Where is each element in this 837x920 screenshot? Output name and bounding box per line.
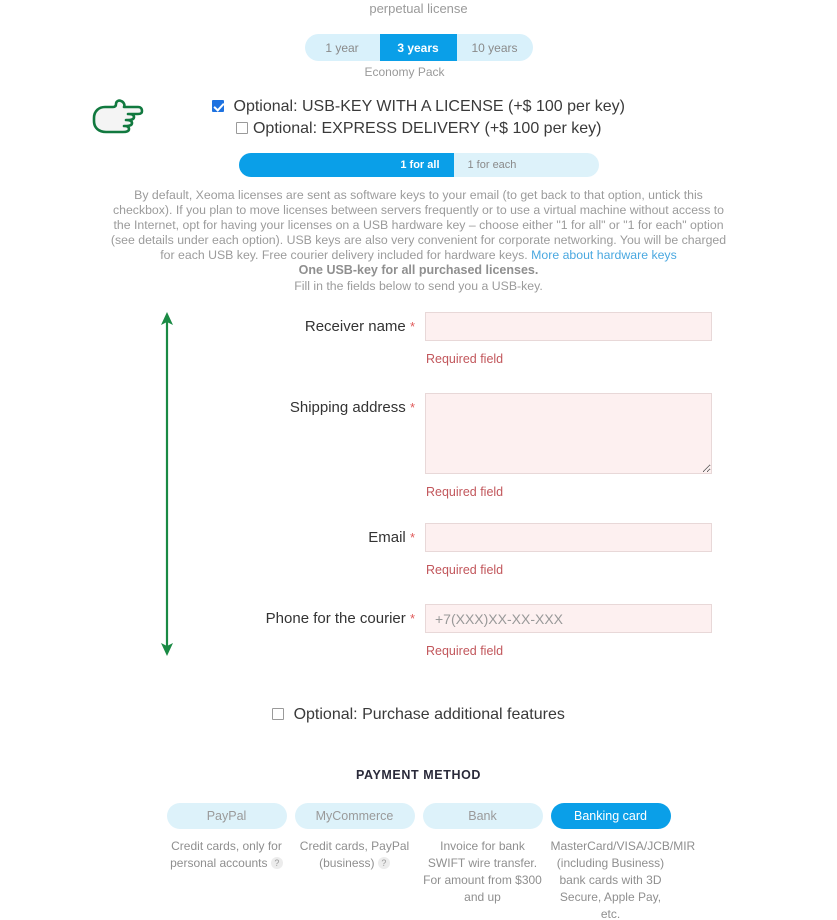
- express-delivery-label: Optional: EXPRESS DELIVERY (+$ 100 per key): [252, 120, 602, 137]
- email-label: Email *: [368, 529, 415, 546]
- receiver-name-label: Receiver name *: [304, 318, 415, 335]
- economy-pack-label: Economy Pack: [364, 65, 445, 79]
- required-marker: *: [409, 400, 415, 415]
- receiver-name-input[interactable]: [425, 312, 712, 341]
- additional-features-row: [0, 706, 837, 724]
- shipping-address-input[interactable]: [425, 393, 712, 474]
- payment-method-paypal[interactable]: PayPal: [167, 803, 287, 829]
- one-for-each-option[interactable]: 1 for each: [467, 159, 517, 171]
- additional-features-checkbox[interactable]: [272, 708, 284, 720]
- phone-label: Phone for the courier *: [265, 610, 415, 627]
- payment-desc-bank: Invoice for bank SWIFT wire transfer. For amount from $300 and up: [423, 839, 542, 904]
- phone-input[interactable]: [425, 604, 712, 633]
- usb-key-label: Optional: USB-KEY WITH A LICENSE (+$ 100 per key): [233, 98, 625, 115]
- required-marker: *: [409, 319, 415, 334]
- phone-row: [0, 604, 837, 658]
- payment-desc-paypal: Credit cards, only for personal accounts ?: [170, 839, 282, 870]
- help-icon[interactable]: ?: [378, 857, 390, 869]
- email-row: [0, 523, 837, 577]
- payment-method-bank[interactable]: Bank: [423, 803, 543, 829]
- license-period-10-years[interactable]: 10 years: [471, 40, 518, 55]
- license-period-selector: [0, 34, 837, 61]
- receiver-name-row: [0, 312, 837, 366]
- payment-method-tabs: [0, 803, 837, 829]
- usb-key-checkbox[interactable]: [212, 100, 224, 112]
- license-period-1-year[interactable]: 1 year: [325, 40, 359, 55]
- express-delivery-checkbox[interactable]: [236, 122, 248, 134]
- payment-method-banking-card[interactable]: Banking card: [551, 803, 671, 829]
- perpetual-license-label: perpetual license: [369, 1, 468, 16]
- more-about-hardware-keys-link[interactable]: More about hardware keys: [531, 248, 677, 262]
- required-marker: *: [409, 530, 415, 545]
- hardware-key-description: [110, 188, 728, 263]
- shipping-address-row: [0, 393, 837, 499]
- required-marker: *: [409, 611, 415, 626]
- additional-features-label: Optional: Purchase additional features: [293, 706, 565, 723]
- phone-error: Required field: [426, 644, 504, 658]
- shipping-form: [0, 312, 837, 658]
- pointing-hand-icon: [88, 98, 146, 145]
- payment-desc-mycommerce: Credit cards, PayPal (business) ?: [299, 839, 410, 870]
- key-quantity-toggle: [0, 153, 837, 177]
- payment-desc-banking-card: MasterCard/VISA/JCB/MIR (including Business) bank cards with 3D Secure, Apple Pay, etc.: [550, 839, 696, 920]
- shipping-address-label: Shipping address *: [289, 399, 415, 416]
- description-text: By default, Xeoma licenses are sent as software keys to your email (to get back to that option, untick this checkbox). If you plan to move licenses between servers frequently or to use a virtual machine without access to the Internet, opt for having your licenses on a USB hardware key – choose either "1 for all" or "1 for each" option (see details under each option). USB keys are also very convenient for corporate networking. You will be charged for each USB key. Free courier delivery included for hardware keys.: [110, 188, 727, 262]
- help-icon[interactable]: ?: [271, 857, 283, 869]
- email-error: Required field: [426, 563, 504, 577]
- one-usb-key-headline: One USB-key for all purchased licenses.: [298, 263, 539, 277]
- payment-method-title: PAYMENT METHOD: [355, 768, 482, 782]
- payment-method-descriptions: [0, 838, 837, 920]
- shipping-address-error: Required field: [426, 485, 504, 499]
- email-input[interactable]: [425, 523, 712, 552]
- license-period-3-years[interactable]: 3 years: [380, 34, 457, 61]
- receiver-name-error: Required field: [426, 352, 504, 366]
- payment-method-mycommerce[interactable]: MyCommerce: [295, 803, 415, 829]
- fill-fields-subline: Fill in the fields below to send you a USB-key.: [294, 279, 543, 293]
- double-arrow-icon: [157, 312, 177, 661]
- one-for-all-option[interactable]: 1 for all: [239, 153, 454, 177]
